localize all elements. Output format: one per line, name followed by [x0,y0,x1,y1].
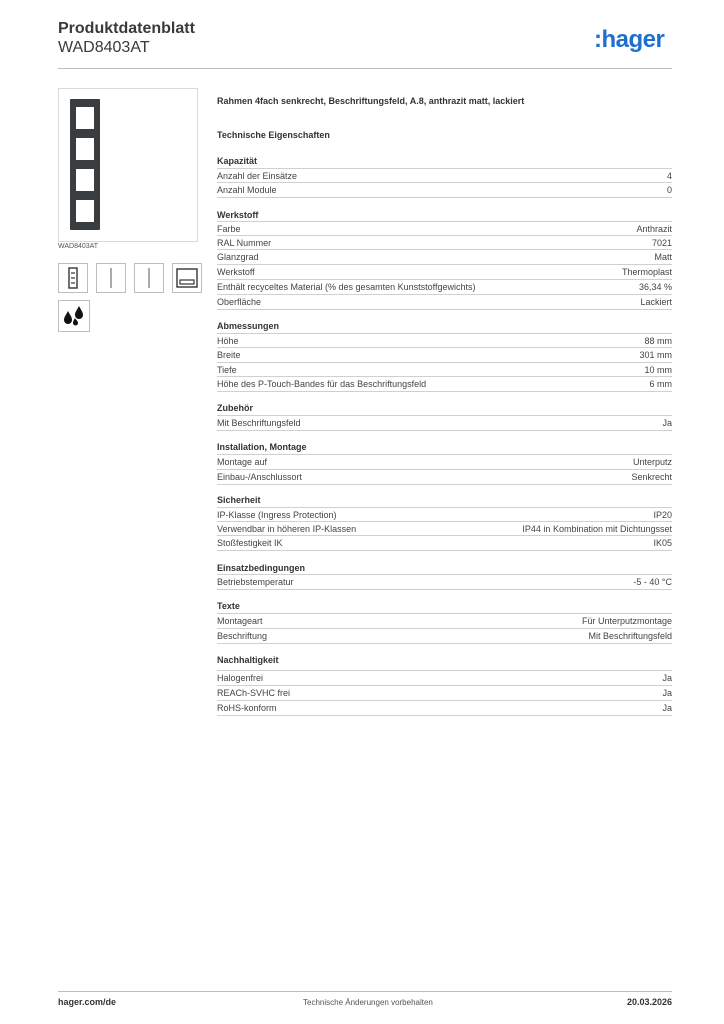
table-row [217,264,672,279]
row-label: Farbe [217,224,241,234]
row-label: Anzahl Module [217,185,277,195]
row-value: 10 mm [644,365,672,375]
row-value: Lackiert [640,297,672,307]
header-divider [58,68,672,69]
section-title: Installation, Montage [217,442,307,452]
row-label: Verwendbar in höheren IP-Klassen [217,524,357,534]
footer-divider [58,991,672,992]
table-row [217,574,672,590]
row-label: Breite [217,350,241,360]
table-row [217,535,672,551]
table-row [217,347,672,362]
section-title: Abmessungen [217,321,280,331]
table-row [217,294,672,310]
table-row [217,182,672,198]
product-code: WAD8403AT [58,39,150,56]
row-label: RAL Nummer [217,238,272,248]
row-label: Enthält recyceltes Material (% des gesamten Kunststoffgewichts) [217,282,476,292]
technical-properties-heading: Technische Eigenschaften [217,130,330,140]
line-icon [134,263,164,293]
row-label: Beschriftung [217,631,268,641]
row-value: 36,34 % [638,282,672,292]
row-value: Anthrazit [636,224,672,234]
table-row [217,521,672,536]
row-value: Senkrecht [631,472,672,482]
row-value: Mit Beschriftungsfeld [588,631,672,641]
row-value: Ja [662,418,672,428]
row-label: Tiefe [217,365,237,375]
footer-date: 20.03.2026 [626,997,672,1007]
table-row [217,613,672,628]
row-value: 6 mm [649,379,672,389]
table-row [217,279,672,294]
row-label: Oberfläche [217,297,262,307]
row-value: 4 [666,171,672,181]
row-label: Stoßfestigkeit IK [217,538,283,548]
row-value: Ja [662,688,672,698]
footer-disclaimer: Technische Änderungen vorbehalten [303,998,433,1007]
section-title: Nachhaltigkeit [217,655,279,665]
row-value: Thermoplast [621,267,672,277]
row-label: RoHS-konform [217,703,277,713]
table-row [217,685,672,700]
table-row [217,249,672,264]
row-value: Unterputz [632,457,672,467]
section-title: Kapazität [217,156,258,166]
section-title: Werkstoff [217,210,259,220]
product-image [58,88,198,242]
row-label: IP-Klasse (Ingress Protection) [217,510,337,520]
row-value: IP44 in Kombination mit Dichtungsset [522,524,672,534]
row-label: Glanzgrad [217,252,259,262]
vertical-strip-icon [58,263,88,293]
row-value: 301 mm [639,350,672,360]
page-title: Produktdatenblatt [58,20,195,37]
frame-illustration [70,99,100,230]
row-label: Betriebstemperatur [217,577,294,587]
row-value: -5 - 40 °C [633,577,672,587]
row-value: Ja [662,703,672,713]
row-value: Für Unterputzmontage [581,616,672,626]
row-value: 88 mm [644,336,672,346]
row-label: Höhe [217,336,239,346]
table-row [217,628,672,644]
table-row [217,454,672,469]
row-value: Matt [654,252,672,262]
row-label: Höhe des P-Touch-Bandes für das Beschriftungsfeld [217,379,427,389]
row-label: Mit Beschriftungsfeld [217,418,301,428]
row-label: Anzahl der Einsätze [217,171,298,181]
table-row [217,700,672,716]
section-title: Einsatzbedingungen [217,563,306,573]
section-title: Sicherheit [217,495,261,505]
table-row [217,670,672,685]
table-row [217,415,672,431]
table-row [217,469,672,485]
row-label: Montage auf [217,457,268,467]
row-label: REACh-SVHC frei [217,688,291,698]
footer-website-link[interactable]: hager.com/de [58,997,117,1007]
section-title: Zubehör [217,403,253,413]
table-row [217,333,672,348]
table-row [217,235,672,250]
row-value: 0 [666,185,672,195]
row-value: 7021 [651,238,672,248]
line-icon [96,263,126,293]
row-value: IK05 [653,538,672,548]
table-row [217,376,672,392]
row-label: Werkstoff [217,267,255,277]
section-title: Texte [217,601,240,611]
row-label: Montageart [217,616,263,626]
hager-logo: :hager [594,26,665,53]
row-value: Ja [662,673,672,683]
row-value: IP20 [653,510,672,520]
row-label: Halogenfrei [217,673,264,683]
label-field-icon [172,263,202,293]
table-row [217,362,672,377]
product-description: Rahmen 4fach senkrecht, Beschriftungsfeld, A.8, anthrazit matt, lackiert [217,96,525,106]
table-row [217,507,672,522]
water-drops-icon [58,300,90,332]
product-image-caption: WAD8403AT [58,243,99,250]
table-row [217,168,672,183]
table-row [217,221,672,236]
row-label: Einbau-/Anschlussort [217,472,303,482]
